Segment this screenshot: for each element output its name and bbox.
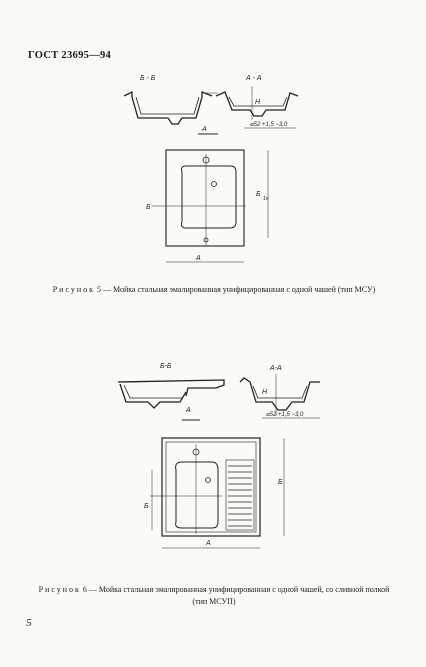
fig6-dim-diameter: ⌀52 +1,5 −3,0 [266,412,304,418]
fig6-dim-h: Н [262,389,268,396]
fig6-drain-board [226,460,254,530]
fig6-plan-inner [166,442,256,532]
fig5-section-aa-label: А - А [246,75,262,82]
fig5-dim-width: А [196,255,201,262]
fig6-section-aa-label: А-А [270,365,282,372]
figure-6-caption: Рисунок 6 — Мойка стальная эмалированная унифицированная с одной чашей, со сливной полкой (тип МСУП) [38,585,390,606]
document-header: ГОСТ 23695—94 [28,50,112,61]
fig5-dim-height-sub: 1п [263,196,269,202]
page-number: 5 [26,617,32,629]
fig6-dim-height: Б [278,479,283,486]
fig5-cut-b-label: Б [146,204,151,211]
fig6-section-bb-top [118,380,224,396]
fig6-drain-board-frame [226,460,254,530]
fig6-section-bb-bowl [120,384,186,408]
fig6-section-bb-label: Б-Б [160,363,172,370]
fig6-section-aa-profile [240,378,320,410]
fig5-dim-h: Н [255,99,261,106]
fig6-cut-b-label: Б [144,503,149,510]
fig6-dim-width: А [206,540,211,547]
fig5-cut-a-label: А [202,126,207,133]
fig6-plan-outline [162,438,260,536]
fig5-section-bb-label: Б - Б [140,75,156,82]
fig5-dim-diameter: ⌀52 +1,5 −3,0 [250,122,288,128]
fig6-section-bb-inner [124,385,182,398]
fig6-cut-a-label: А [186,407,191,414]
fig6-drain-hole [206,478,211,483]
fig6-bowl [176,462,218,528]
figure-5-caption: Рисунок 5 — Мойка стальная эмалированная унифицированная с одной чашей (тип МСУ) [52,285,376,294]
fig5-dim-height: Б [256,191,261,198]
